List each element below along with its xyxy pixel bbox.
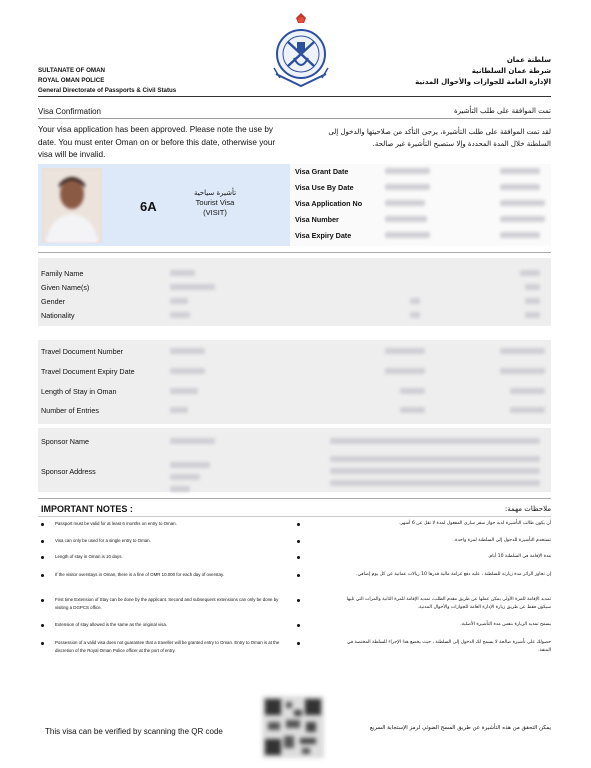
sponsor-address-label: Sponsor Address — [41, 467, 96, 476]
visa-type-arabic: تأشيرة سياحية — [193, 189, 237, 197]
redacted-value — [385, 216, 427, 222]
divider — [38, 252, 551, 253]
royal-oman-police-emblem-icon — [266, 12, 336, 90]
header-arabic — [415, 55, 551, 88]
note-item-arabic: إن تجاوز الزائر مدة زيارته للسلطنة ، عليه دفع غرامة مالية قدرها 10 ريالات عمانية عن كل يوم إضافي. — [356, 572, 551, 577]
redacted-value — [170, 284, 215, 290]
sponsor-name-label: Sponsor Name — [41, 437, 89, 446]
redacted-value — [330, 468, 540, 474]
visa-use-by-date-label: Visa Use By Date — [295, 183, 354, 192]
note-item-arabic: مدة الإقامة في السلطنة 10 أيام. — [487, 554, 551, 559]
family-name-label: Family Name — [41, 269, 84, 278]
note-bullet-arabic — [297, 556, 300, 559]
divider — [38, 498, 551, 499]
redacted-value — [400, 388, 425, 394]
redacted-value — [170, 312, 190, 318]
note-item-arabic: تستخدم التأشيرة للدخول إلى السلطنة لمرة واحدة. — [453, 538, 551, 543]
note-bullet — [41, 540, 44, 543]
redacted-value — [500, 232, 540, 238]
section-title: Visa Confirmation — [38, 107, 101, 116]
qr-verify-text: This visa can be verified by scanning the QR code — [45, 727, 223, 736]
redacted-value — [170, 407, 188, 413]
note-bullet — [41, 523, 44, 526]
header-english — [38, 66, 176, 96]
visa-code: 6A — [140, 199, 157, 214]
redacted-value — [500, 168, 540, 174]
visa-type — [180, 188, 250, 218]
redacted-value — [170, 474, 200, 480]
given-names-label: Given Name(s) — [41, 283, 90, 292]
intro-text: Your visa application has been approved. Please note the use by date. You must enter Oman on or before this date, otherwise your visa will be invalid. — [38, 125, 276, 159]
header-ar-line: الإدارة العامة للجوازات والأحوال المدنية — [415, 78, 551, 86]
note-item-arabic: يسمح تمديد الزيارة بنفس مدة التأشيرة الأصلية. — [460, 622, 551, 627]
redacted-value — [525, 284, 540, 290]
redacted-value — [410, 312, 420, 318]
applicant-photo — [42, 168, 102, 243]
redacted-value — [525, 312, 540, 318]
header-divider — [38, 96, 551, 97]
redacted-value — [525, 298, 540, 304]
redacted-value — [330, 480, 540, 486]
redacted-value — [330, 456, 540, 462]
redacted-value — [385, 184, 430, 190]
visa-grant-date-label: Visa Grant Date — [295, 167, 349, 176]
note-bullet-arabic — [297, 599, 300, 602]
header-en-line: General Directorate of Passports & Civil Status — [38, 87, 177, 94]
redacted-value — [510, 407, 545, 413]
redacted-value — [500, 184, 540, 190]
redacted-value — [410, 298, 420, 304]
visa-number-label: Visa Number — [295, 215, 339, 224]
redacted-value — [500, 348, 545, 354]
qr-code-icon — [262, 696, 324, 758]
redacted-value — [500, 368, 545, 374]
personal-details-band — [38, 258, 551, 326]
section-divider — [38, 118, 551, 119]
redacted-value — [170, 438, 215, 444]
visa-expiry-date-label: Visa Expiry Date — [295, 231, 352, 240]
note-bullet-arabic — [297, 540, 300, 543]
redacted-value — [170, 388, 198, 394]
travel-document-expiry-label: Travel Document Expiry Date — [41, 367, 135, 376]
note-bullet-arabic — [297, 642, 300, 645]
note-item: Possession of a valid visa does not guarantee that a traveller will be granted entry to Oman. Entry to Oman is at the discretion of the Royal Oman Police officer at the port of entry. — [55, 640, 280, 653]
note-bullet-arabic — [297, 574, 300, 577]
redacted-value — [510, 388, 545, 394]
length-of-stay-label: Length of Stay in Oman — [41, 387, 117, 396]
header-en-line: SULTANATE OF OMAN — [38, 67, 106, 74]
note-item-arabic: أن يكون طالب التأشيرة لديه جواز سفر ساري المفعول لمدة لا تقل عن 6 أشهر. — [399, 521, 551, 526]
header-ar-line: سلطنة عمان — [506, 56, 551, 64]
redacted-value — [400, 407, 425, 413]
redacted-value — [520, 270, 540, 276]
note-item: Extension of stay allowed is the same as the original visa. — [55, 622, 168, 627]
note-item: If the visitor overstays in Oman, there is a fine of OMR 10.000 for each day of overstay. — [55, 572, 225, 577]
redacted-value — [170, 298, 188, 304]
header-en-line: ROYAL OMAN POLICE — [38, 77, 105, 84]
qr-verify-text-arabic: يمكن التحقق من هذه التأشيرة عن طريق المسح الضوئي لرمز الإستجابة السريع — [369, 725, 551, 731]
redacted-value — [170, 270, 195, 276]
redacted-value — [170, 462, 210, 468]
redacted-value — [500, 216, 545, 222]
redacted-value — [170, 486, 190, 492]
note-item: Length of stay in Oman is 10 days. — [55, 554, 123, 559]
notes-title: IMPORTANT NOTES : — [41, 504, 133, 514]
note-item: First time Extension of Stay can be done by the applicant. Second and subsequent extensions can only be done by visiting a DGPCS office. — [55, 597, 279, 610]
travel-document-number-label: Travel Document Number — [41, 347, 124, 356]
note-bullet — [41, 599, 44, 602]
header-ar-line: شرطة عمان السلطانية — [471, 67, 551, 75]
note-item-arabic: حصولك على تأشيرة صالحة لا يسمح لك الدخول إلى السلطنة ، حيث يخضع هذا الإجراء للسلطة المختصة في المنفذ. — [347, 640, 551, 653]
number-of-entries-label: Number of Entries — [41, 406, 99, 415]
redacted-value — [385, 368, 425, 374]
visa-type-english: Tourist Visa — [195, 198, 235, 207]
intro-text-arabic: لقد تمت الموافقة على طلب التأشيرة، يرجى التأكد من صلاحيتها والدخول إلى السلطنة خلال المدة المحددة وإلا ستصبح التأشيرة غير صالحة. — [328, 128, 551, 148]
redacted-value — [385, 168, 430, 174]
redacted-value — [385, 348, 425, 354]
visa-application-no-label: Visa Application No — [295, 199, 363, 208]
note-bullet-arabic — [297, 523, 300, 526]
redacted-value — [385, 200, 425, 206]
section-title-arabic: تمت الموافقة على طلب التأشيرة — [453, 107, 551, 115]
gender-label: Gender — [41, 297, 65, 306]
redacted-value — [330, 438, 540, 444]
note-item-arabic: تمديد الإقامة للمرة الأولى يمكن عملها عن طريق مقدم الطلب، تمديد الإقامة للمرة الثانية والمرات التي تليها سيكون فقط عن طريق زيارة الإدارة العامة للجوازات والأحوال المدنية. — [346, 597, 551, 610]
note-item: Passport must be valid for at least 6 months on entry to Oman. — [55, 521, 177, 526]
redacted-value — [500, 200, 545, 206]
redacted-value — [170, 348, 205, 354]
note-bullet — [41, 624, 44, 627]
note-bullet — [41, 556, 44, 559]
nationality-label: Nationality — [41, 311, 75, 320]
note-bullet-arabic — [297, 624, 300, 627]
notes-title-arabic: ملاحظات مهمة: — [504, 505, 551, 513]
note-bullet — [41, 574, 44, 577]
redacted-value — [385, 232, 430, 238]
notes-divider — [38, 516, 551, 517]
redacted-value — [170, 368, 205, 374]
note-bullet — [41, 642, 44, 645]
note-item: Visa can only be used for a single entry to Oman. — [55, 538, 151, 543]
visa-type-sub: (VISIT) — [203, 208, 227, 217]
